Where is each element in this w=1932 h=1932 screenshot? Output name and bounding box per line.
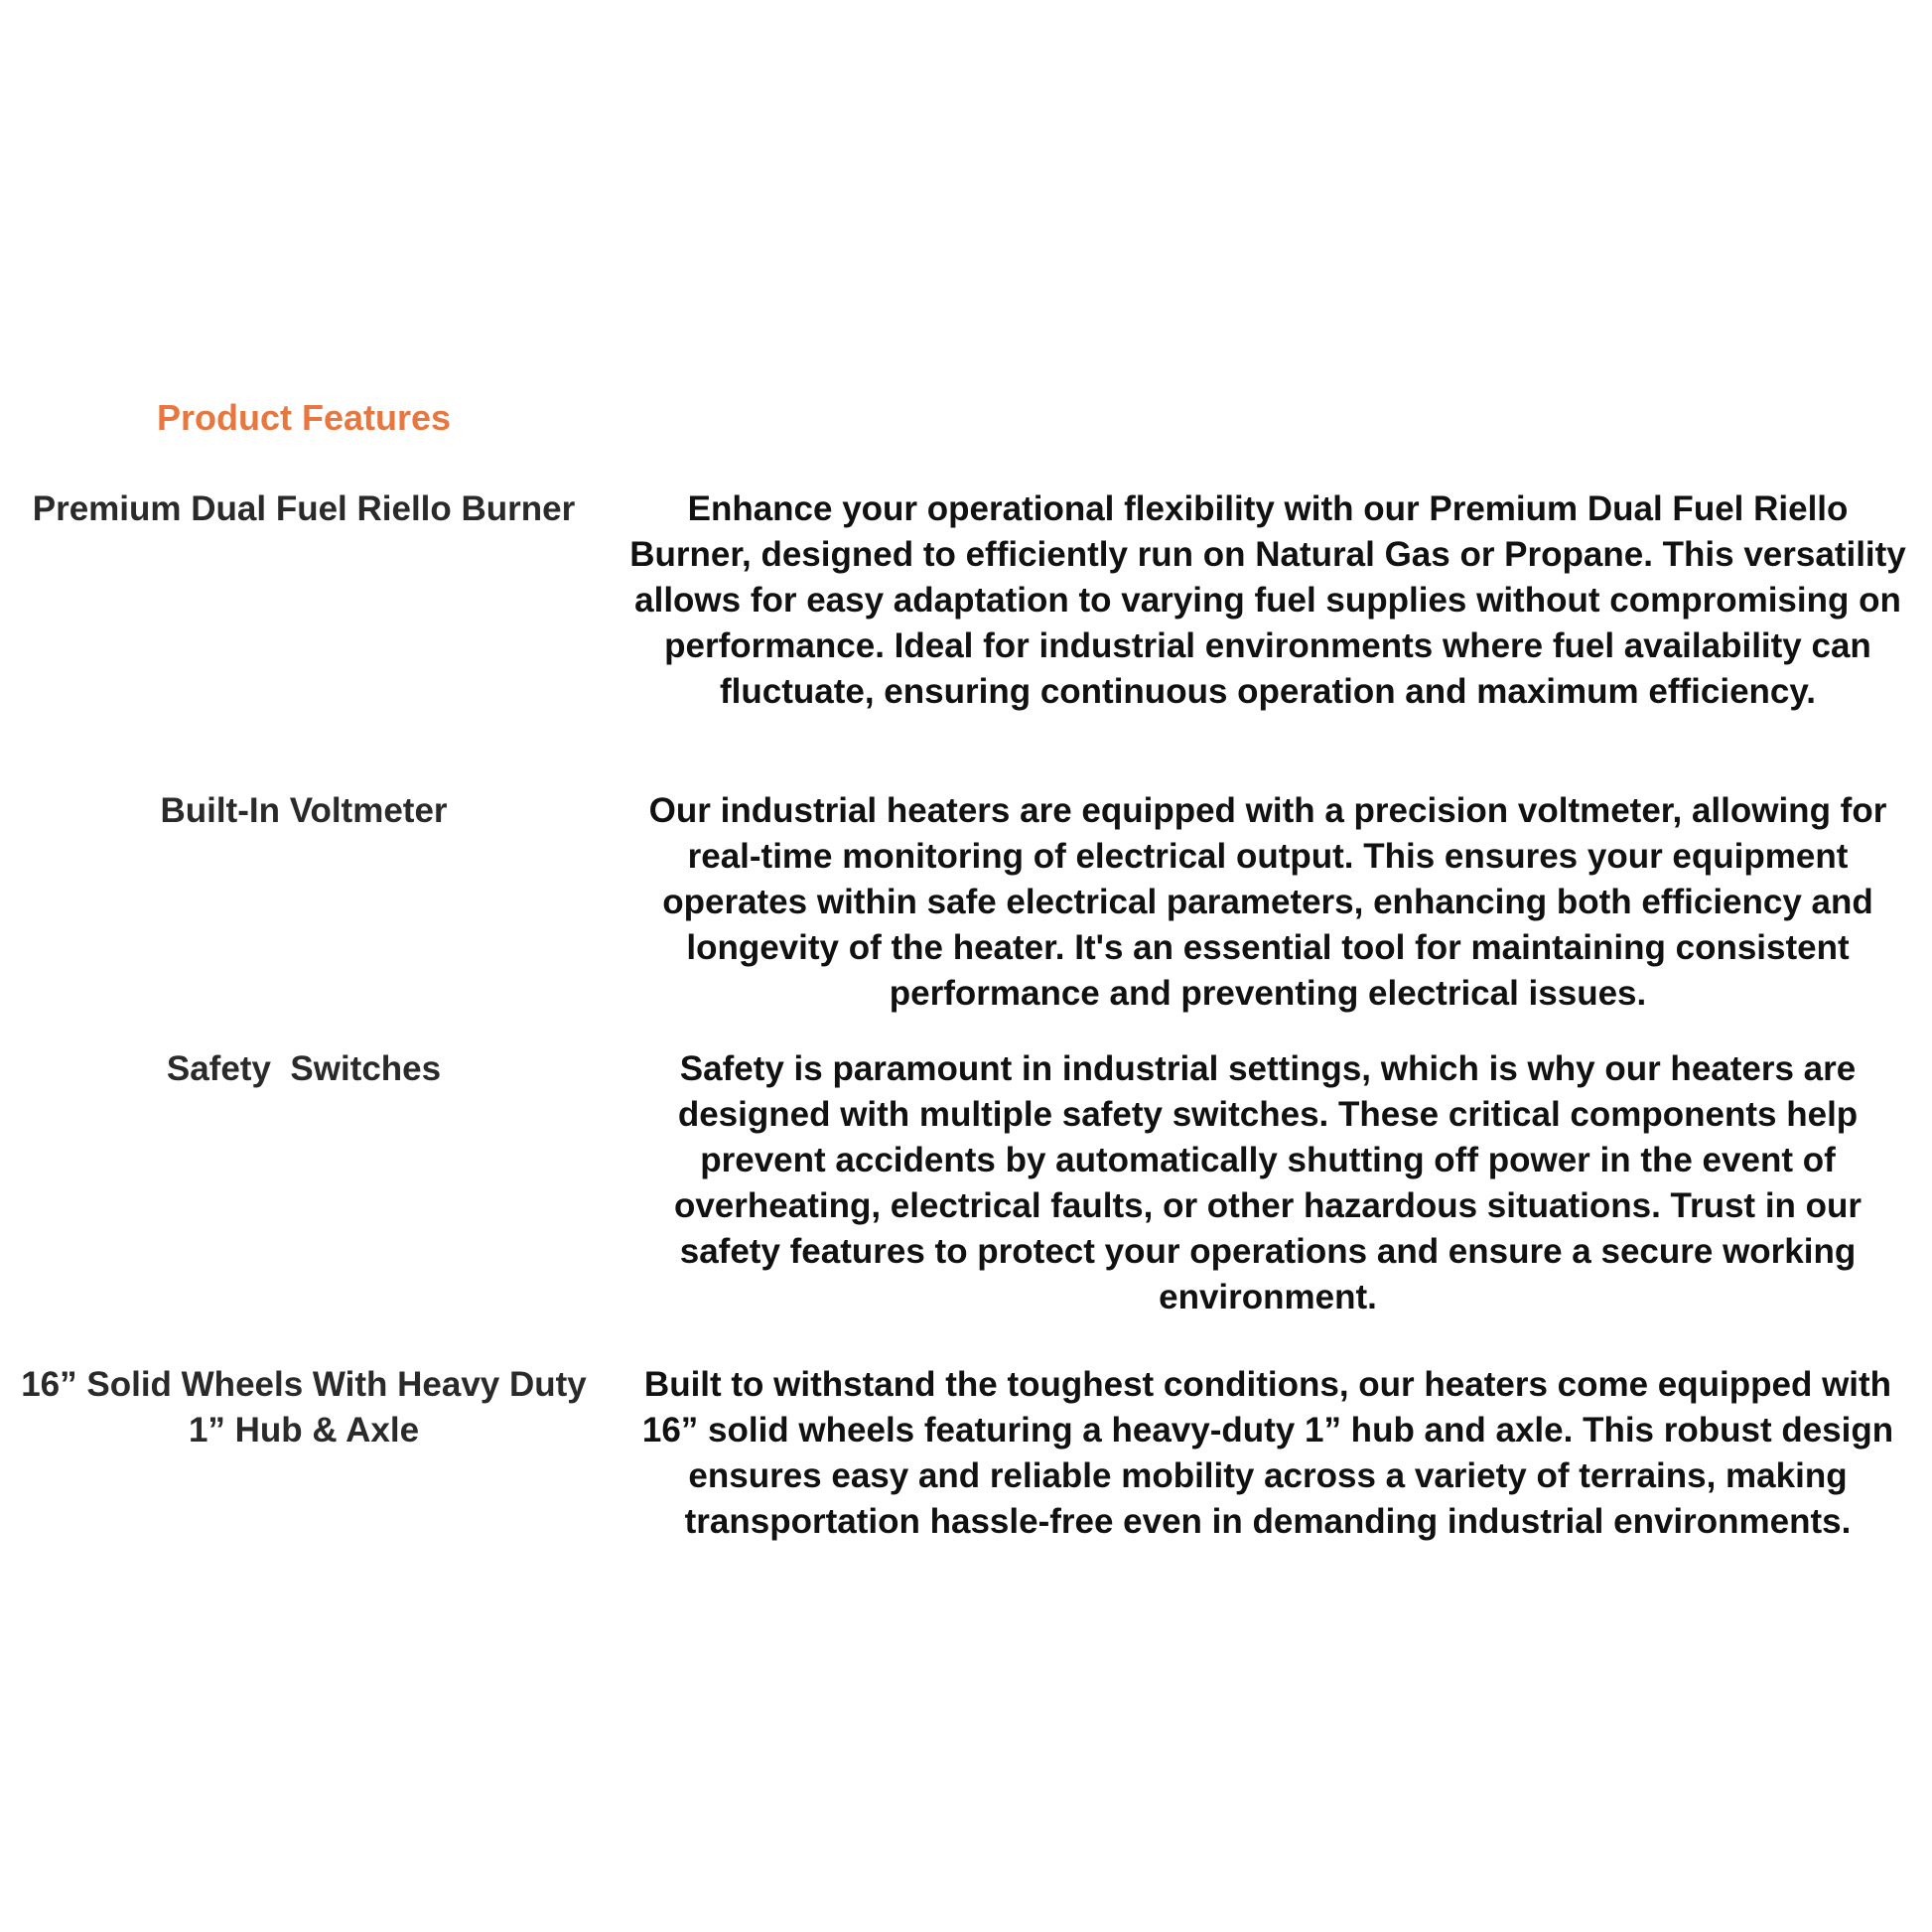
feature-description: Our industrial heaters are equipped with a precision voltmeter, allowing for real-time monitoring of electrical output. This ensures your equipment operates within safe electrical parameters, enhancing both efficiency and longevity of the heater. It's an essential tool for maintaining consistent performance and preventing electrical issues. xyxy=(648,791,1887,1013)
feature-description: Enhance your operational flexibility with our Premium Dual Fuel Riello Burner, designed to efficiently run on Natural Gas or Propane. This versatility allows for easy adaptation to varying fuel supplies without compromising on performance. Ideal for industrial environments where fuel availability can fluctuate, ensuring continuous operation and maximum efficiency. xyxy=(629,489,1906,711)
feature-name: Built-In Voltmeter xyxy=(160,791,448,830)
feature-description: Built to withstand the toughest conditions, our heaters come equipped with 16” solid wheels featuring a heavy-duty 1” hub and axle. This robust design ensures easy and reliable mobility across a variety of terrains, making transportation hassle-free even in demanding industrial environments. xyxy=(641,1365,1894,1541)
feature-name: Safety Switches xyxy=(166,1049,442,1088)
section-title: Product Features xyxy=(156,397,452,438)
feature-name: Premium Dual Fuel Riello Burner xyxy=(32,489,576,528)
feature-description: Safety is paramount in industrial settings, which is why our heaters are designed with multiple safety switches. These critical components help prevent accidents by automatically shutting off power in the event of overheating, electrical faults, or other hazardous situations. Trust in our safety features to protect your operations and ensure a secure working environment. xyxy=(673,1049,1863,1316)
feature-name: 16” Solid Wheels With Heavy Duty 1” Hub & Axle xyxy=(21,1365,587,1449)
